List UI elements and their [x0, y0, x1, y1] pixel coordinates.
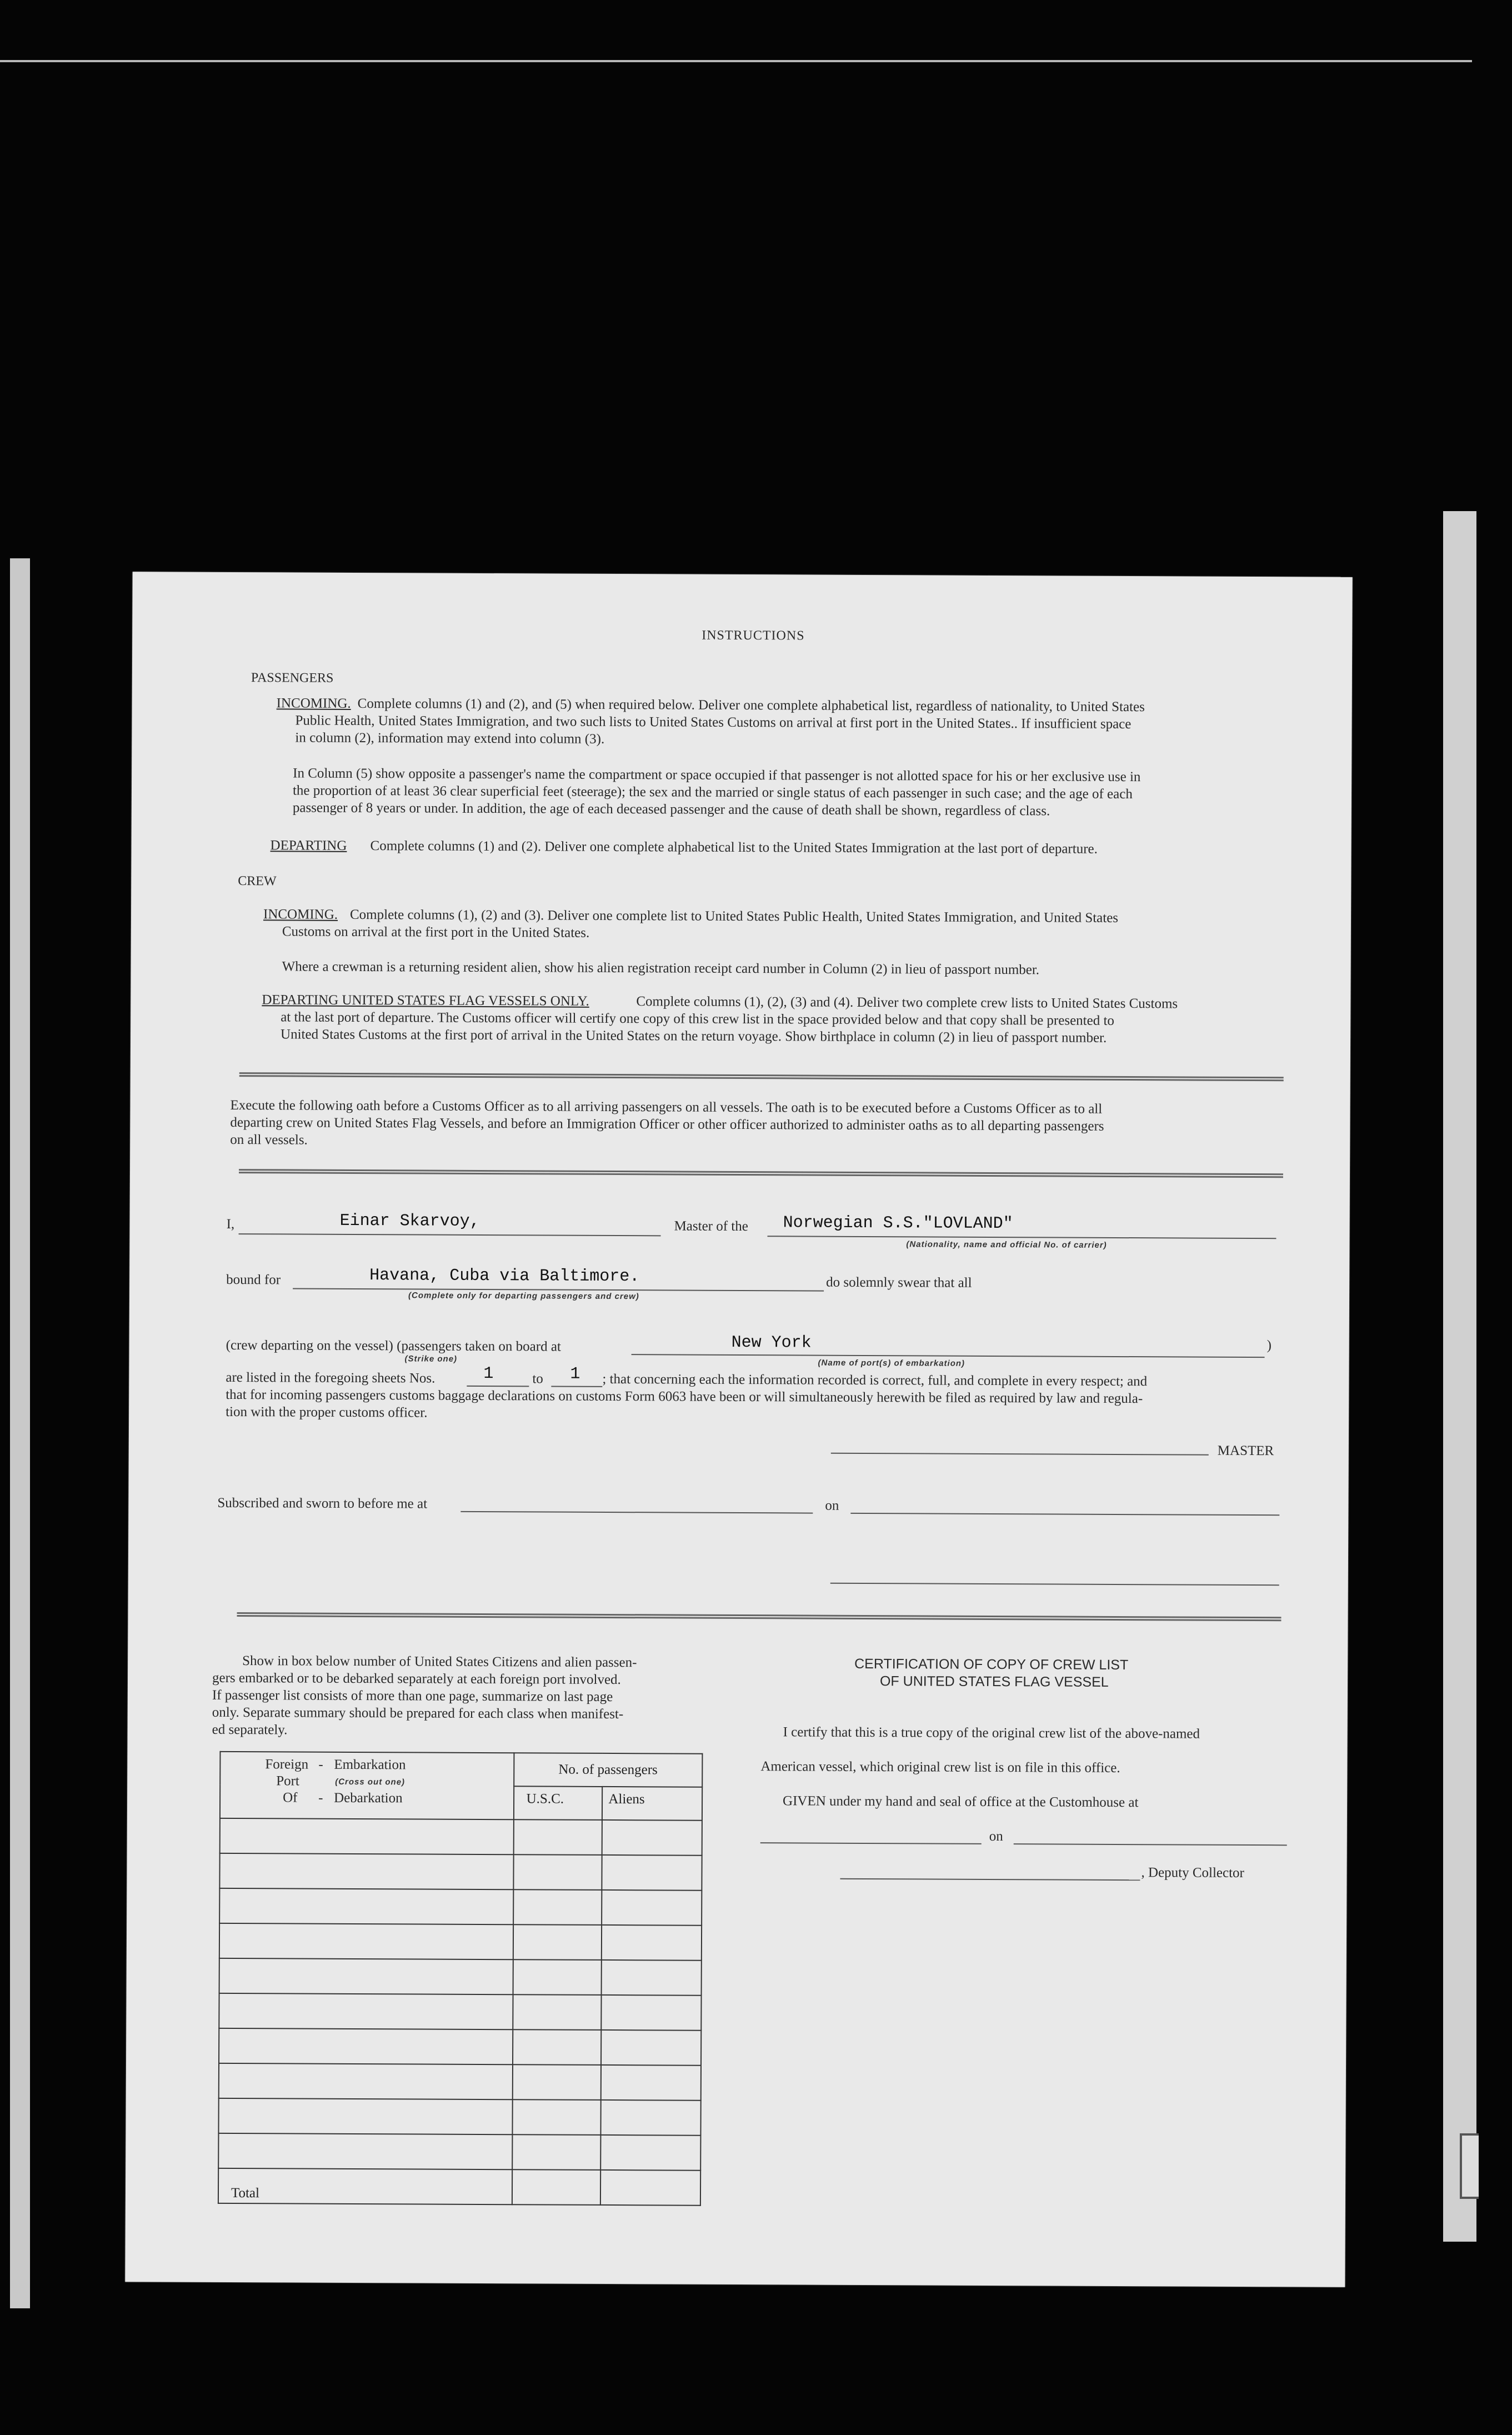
- master-name-line: [239, 1233, 661, 1236]
- crew-heading: CREW: [238, 874, 277, 889]
- master-label: MASTER: [1217, 1443, 1274, 1459]
- oath-intro-line: Execute the following oath before a Customs Officer as to all arriving passengers on all vessels. The oath is to be executed before a Customs Officer as to all: [230, 1098, 1103, 1117]
- passengers-incoming-line: Complete columns (1) and (2), and (5) when required below. Deliver one complete alphabetical list, regardless of nationality, to United States: [357, 696, 1145, 715]
- table-row: [219, 1958, 702, 1996]
- passengers-departing-text: Complete columns (1) and (2). Deliver one complete alphabetical list to the United States Immigration at the last port of departure.: [370, 838, 1098, 857]
- total-row: [218, 2168, 700, 2206]
- crew-incoming-line: Complete columns (1), (2) and (3). Deliver one complete list to United States Public Health, United States Immigration, and United States: [349, 907, 1119, 926]
- certification-date-line: [1014, 1843, 1287, 1846]
- vessel-line: [768, 1236, 1276, 1239]
- form-page: [125, 572, 1352, 2287]
- film-top-edge: [0, 60, 1472, 62]
- total-label: Total: [218, 2168, 512, 2204]
- aliens-header: Aliens: [602, 1787, 702, 1821]
- passengers-incoming-line: in column (2), information may extend into column (3).: [295, 730, 605, 747]
- master-signature-line: [831, 1453, 1209, 1456]
- passengers-incoming-line: Public Health, United States Immigration, and two such lists to United States Customs on arrival at first port in the United States.. If insufficient space: [295, 713, 1132, 732]
- adjacent-page-box: [1460, 2133, 1479, 2199]
- listed-rest: ; that concerning each the information recorded is correct, full, and complete in every respect; and: [602, 1371, 1148, 1389]
- baggage-line: tion with the proper customs officer.: [226, 1404, 428, 1421]
- vessel-caption: (Nationality, name and official No. of carrier): [906, 1239, 1107, 1250]
- adjacent-page-left: [10, 558, 30, 2308]
- column5-line: passenger of 8 years or under. In addition, the age of each deceased passenger and the cause of death shall be shown, regardless of class.: [292, 800, 1050, 819]
- baggage-line: that for incoming passengers customs baggage declarations on customs Form 6063 have been or will simultaneously herewith be filed as required by law and regula-: [226, 1387, 1143, 1407]
- box-instruction-line: gers embarked or to be debarked separately at each foreign port involved.: [212, 1670, 621, 1688]
- certification-line: American vessel, which original crew list is on file in this office.: [760, 1759, 1120, 1776]
- master-name: Einar Skarvoy,: [339, 1211, 480, 1231]
- table-row: [219, 1993, 701, 2031]
- table-row: [220, 1818, 702, 1856]
- subscribed-date-line: [850, 1513, 1279, 1516]
- adjacent-page-right: [1443, 511, 1476, 2242]
- dash-label: -: [318, 1757, 323, 1772]
- officer-signature-line: [830, 1583, 1279, 1586]
- vessel-name: Norwegian S.S."LOVLAND": [783, 1213, 1013, 1234]
- port-label: Port: [276, 1773, 299, 1789]
- crew-flag-line: United States Customs at the first port of arrival in the United States on the return voyage. Show birthplace in column (2) in lieu of passport number.: [281, 1027, 1107, 1046]
- customhouse-line: [760, 1842, 982, 1844]
- deputy-signature-line: [840, 1878, 1140, 1881]
- page-title: INSTRUCTIONS: [702, 628, 805, 643]
- strike-caption: (Strike one): [404, 1354, 458, 1364]
- certification-line: GIVEN under my hand and seal of office at the Customhouse at: [783, 1793, 1139, 1811]
- port-summary-table: [218, 1751, 703, 2206]
- table-row: [218, 2098, 700, 2136]
- column5-line: the proportion of at least 36 clear superficial feet (steerage); the sex and the married or single status of each passenger in such case; and the age of each: [292, 783, 1133, 802]
- table-row: [219, 1923, 702, 1961]
- crew-flag-label: DEPARTING UNITED STATES FLAG VESSELS ONLY.: [262, 992, 589, 1009]
- oath-intro-line: on all vessels.: [230, 1132, 308, 1148]
- deputy-collector-label: , Deputy Collector: [1141, 1865, 1244, 1881]
- of-label: Of: [283, 1790, 298, 1806]
- port-caption: (Name of port(s) of embarkation): [818, 1358, 965, 1368]
- oath-i-label: I,: [226, 1216, 235, 1232]
- to-label: to: [532, 1371, 543, 1387]
- embarkation-label: Embarkation: [334, 1757, 406, 1773]
- swear-text: do solemnly swear that all: [826, 1274, 972, 1291]
- bound-for-caption: (Complete only for departing passengers and crew): [408, 1291, 639, 1302]
- embarkation-port: New York: [731, 1333, 812, 1353]
- certification-title: CERTIFICATION OF COPY OF CREW LIST: [854, 1656, 1129, 1673]
- section-divider: [237, 1612, 1281, 1621]
- bound-for-label: bound for: [226, 1272, 281, 1288]
- column5-line: In Column (5) show opposite a passenger's name the compartment or space occupied if that passenger is not allotted space for his or her exclusive use in: [293, 766, 1141, 785]
- table-row: [219, 1853, 702, 1891]
- box-instruction-line: Show in box below number of United States Citizens and alien passen-: [242, 1653, 637, 1671]
- no-passengers-header: No. of passengers: [514, 1753, 703, 1787]
- dash-label: -: [318, 1790, 323, 1806]
- table-row: [219, 2063, 701, 2101]
- passengers-incoming-label: INCOMING.: [276, 696, 351, 711]
- section-divider: [239, 1072, 1284, 1081]
- sheet-from: 1: [483, 1364, 494, 1384]
- cross-out-caption: (Cross out one): [335, 1777, 405, 1787]
- table-row: [219, 2028, 701, 2066]
- subscribed-label: Subscribed and sworn to before me at: [217, 1495, 428, 1512]
- subscribed-on-label: on: [825, 1498, 839, 1513]
- crew-flag-line: at the last port of departure. The Customs officer will certify one copy of this crew list in the space provided below and that copy shall be presented to: [281, 1009, 1115, 1028]
- crew-flag-line: Complete columns (1), (2), (3) and (4). Deliver two complete crew lists to United States Customs: [636, 994, 1178, 1012]
- box-instruction-line: ed separately.: [212, 1722, 288, 1738]
- crew-resident-line: Where a crewman is a returning resident alien, show his alien registration receipt card number in Column (2) in lieu of passport number.: [282, 959, 1040, 978]
- crew-passengers-text: (crew departing on the vessel) (passengers taken on board at: [226, 1337, 561, 1354]
- certification-line: I certify that this is a true copy of the original crew list of the above-named: [783, 1724, 1200, 1742]
- crew-incoming-line: Customs on arrival at the first port in the United States.: [282, 924, 590, 941]
- certification-on-label: on: [989, 1828, 1003, 1844]
- foreign-label: Foreign: [265, 1757, 309, 1772]
- box-instruction-line: only. Separate summary should be prepared for each class when manifest-: [212, 1704, 624, 1722]
- certification-title: OF UNITED STATES FLAG VESSEL: [879, 1673, 1109, 1690]
- sheet-to: 1: [570, 1364, 580, 1384]
- crew-incoming-label: INCOMING.: [263, 907, 338, 922]
- table-row: [218, 2133, 700, 2171]
- box-instruction-line: If passenger list consists of more than one page, summarize on last page: [212, 1687, 613, 1705]
- section-divider: [239, 1169, 1283, 1178]
- passengers-heading: PASSENGERS: [251, 671, 334, 686]
- debarkation-label: Debarkation: [334, 1790, 403, 1806]
- table-row: [219, 1888, 702, 1926]
- usc-header: U.S.C.: [513, 1786, 602, 1820]
- master-of-label: Master of the: [674, 1218, 748, 1234]
- oath-intro-line: departing crew on United States Flag Vessels, and before an Immigration Officer or other officer authorized to administer oaths as to all departing passengers: [230, 1114, 1104, 1134]
- close-paren: ): [1266, 1338, 1272, 1353]
- port-line: [632, 1354, 1265, 1358]
- passengers-departing-label: DEPARTING: [270, 838, 347, 853]
- subscribed-place-line: [460, 1511, 813, 1514]
- bound-for-destination: Havana, Cuba via Baltimore.: [369, 1266, 640, 1287]
- port-header-cell: [220, 1752, 514, 1819]
- sheet-to-line: [551, 1386, 602, 1387]
- listed-label: are listed in the foregoing sheets Nos.: [226, 1369, 435, 1386]
